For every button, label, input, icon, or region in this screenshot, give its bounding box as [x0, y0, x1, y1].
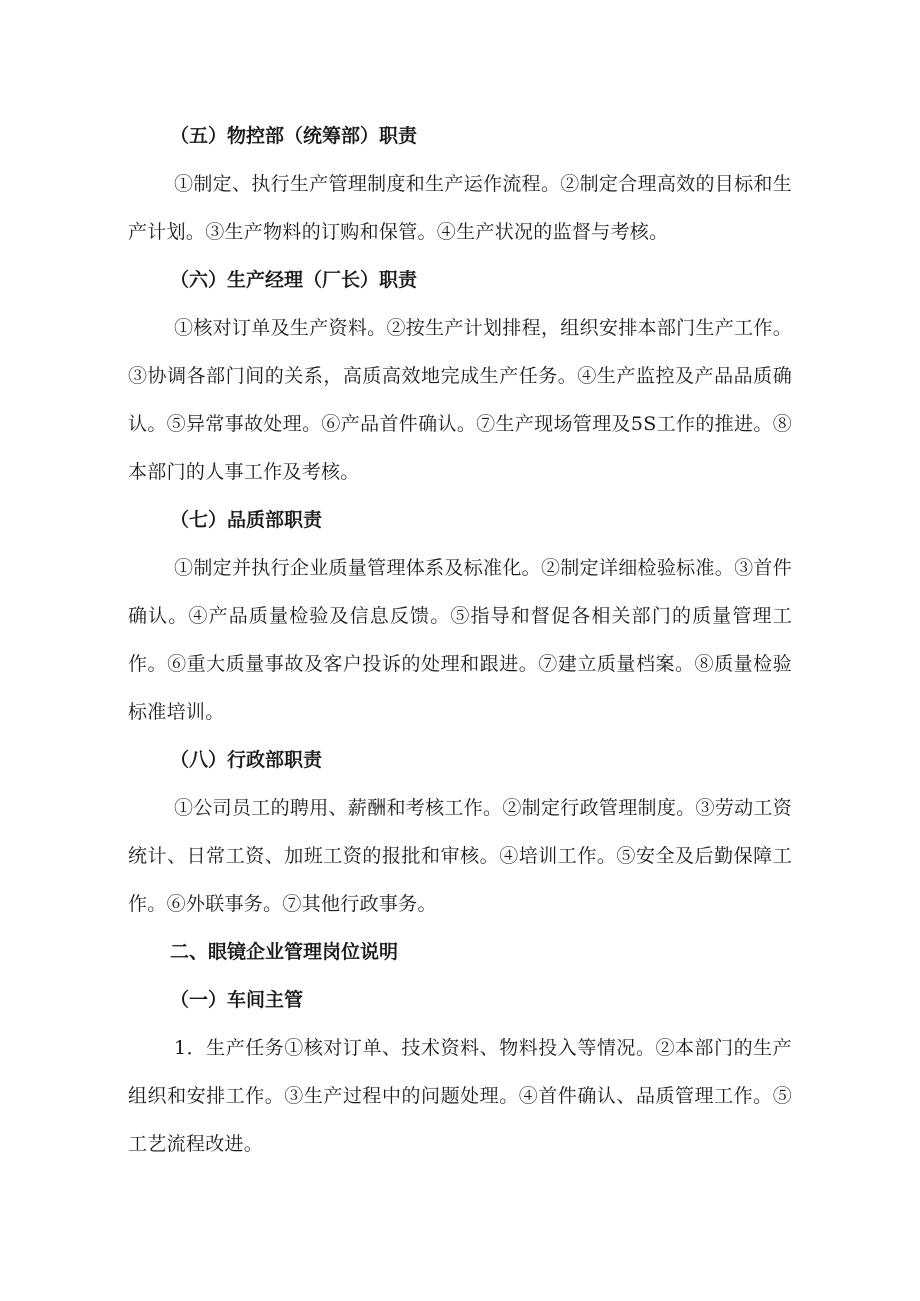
paragraph-quality-dept-duties: ①制定并执行企业质量管理体系及标准化。②制定详细检验标准。③首件确认。④产品质量检验及信息反馈。⑤指导和督促各相关部门的质量管理工作。⑥重大质量事故及客户投诉的处理和跟进。⑦建立质量档案。⑧质量检验标准培训。	[128, 557, 792, 723]
section-heading-quality-dept: （七）品质部职责	[170, 509, 323, 531]
paragraph-materials-control-duties: ①制定、执行生产管理制度和生产运作流程。②制定合理高效的目标和生产计划。③生产物料的订购和保管。④生产状况的监督与考核。	[128, 173, 792, 243]
paragraph-production-manager-duties: ①核对订单及生产资料。②按生产计划排程，组织安排本部门生产工作。③协调各部门间的关系，高质高效地完成生产任务。④生产监控及产品品质确认。⑤异常事故处理。⑥产品首件确认。⑦生产现场管理及5S工作的推进。⑧本部门的人事工作及考核。	[128, 317, 792, 483]
section-heading-production-manager: （六）生产经理（厂长）职责	[170, 269, 418, 291]
paragraph-admin-dept-duties: ①公司员工的聘用、薪酬和考核工作。②制定行政管理制度。③劳动工资统计、日常工资、加班工资的报批和审核。④培训工作。⑤安全及后勤保障工作。⑥外联事务。⑦其他行政事务。	[128, 797, 792, 915]
paragraph-workshop-supervisor-tasks: 1．生产任务①核对订单、技术资料、物料投入等情况。②本部门的生产组织和安排工作。③生产过程中的问题处理。④首件确认、品质管理工作。⑤工艺流程改进。	[128, 1037, 792, 1155]
chapter-heading-position-descriptions: 二、眼镜企业管理岗位说明	[170, 941, 399, 963]
section-heading-materials-control: （五）物控部（统筹部）职责	[170, 125, 418, 147]
section-heading-admin-dept: （八）行政部职责	[170, 749, 323, 771]
document-body	[128, 112, 792, 1168]
section-heading-workshop-supervisor: （一）车间主管	[170, 989, 304, 1011]
